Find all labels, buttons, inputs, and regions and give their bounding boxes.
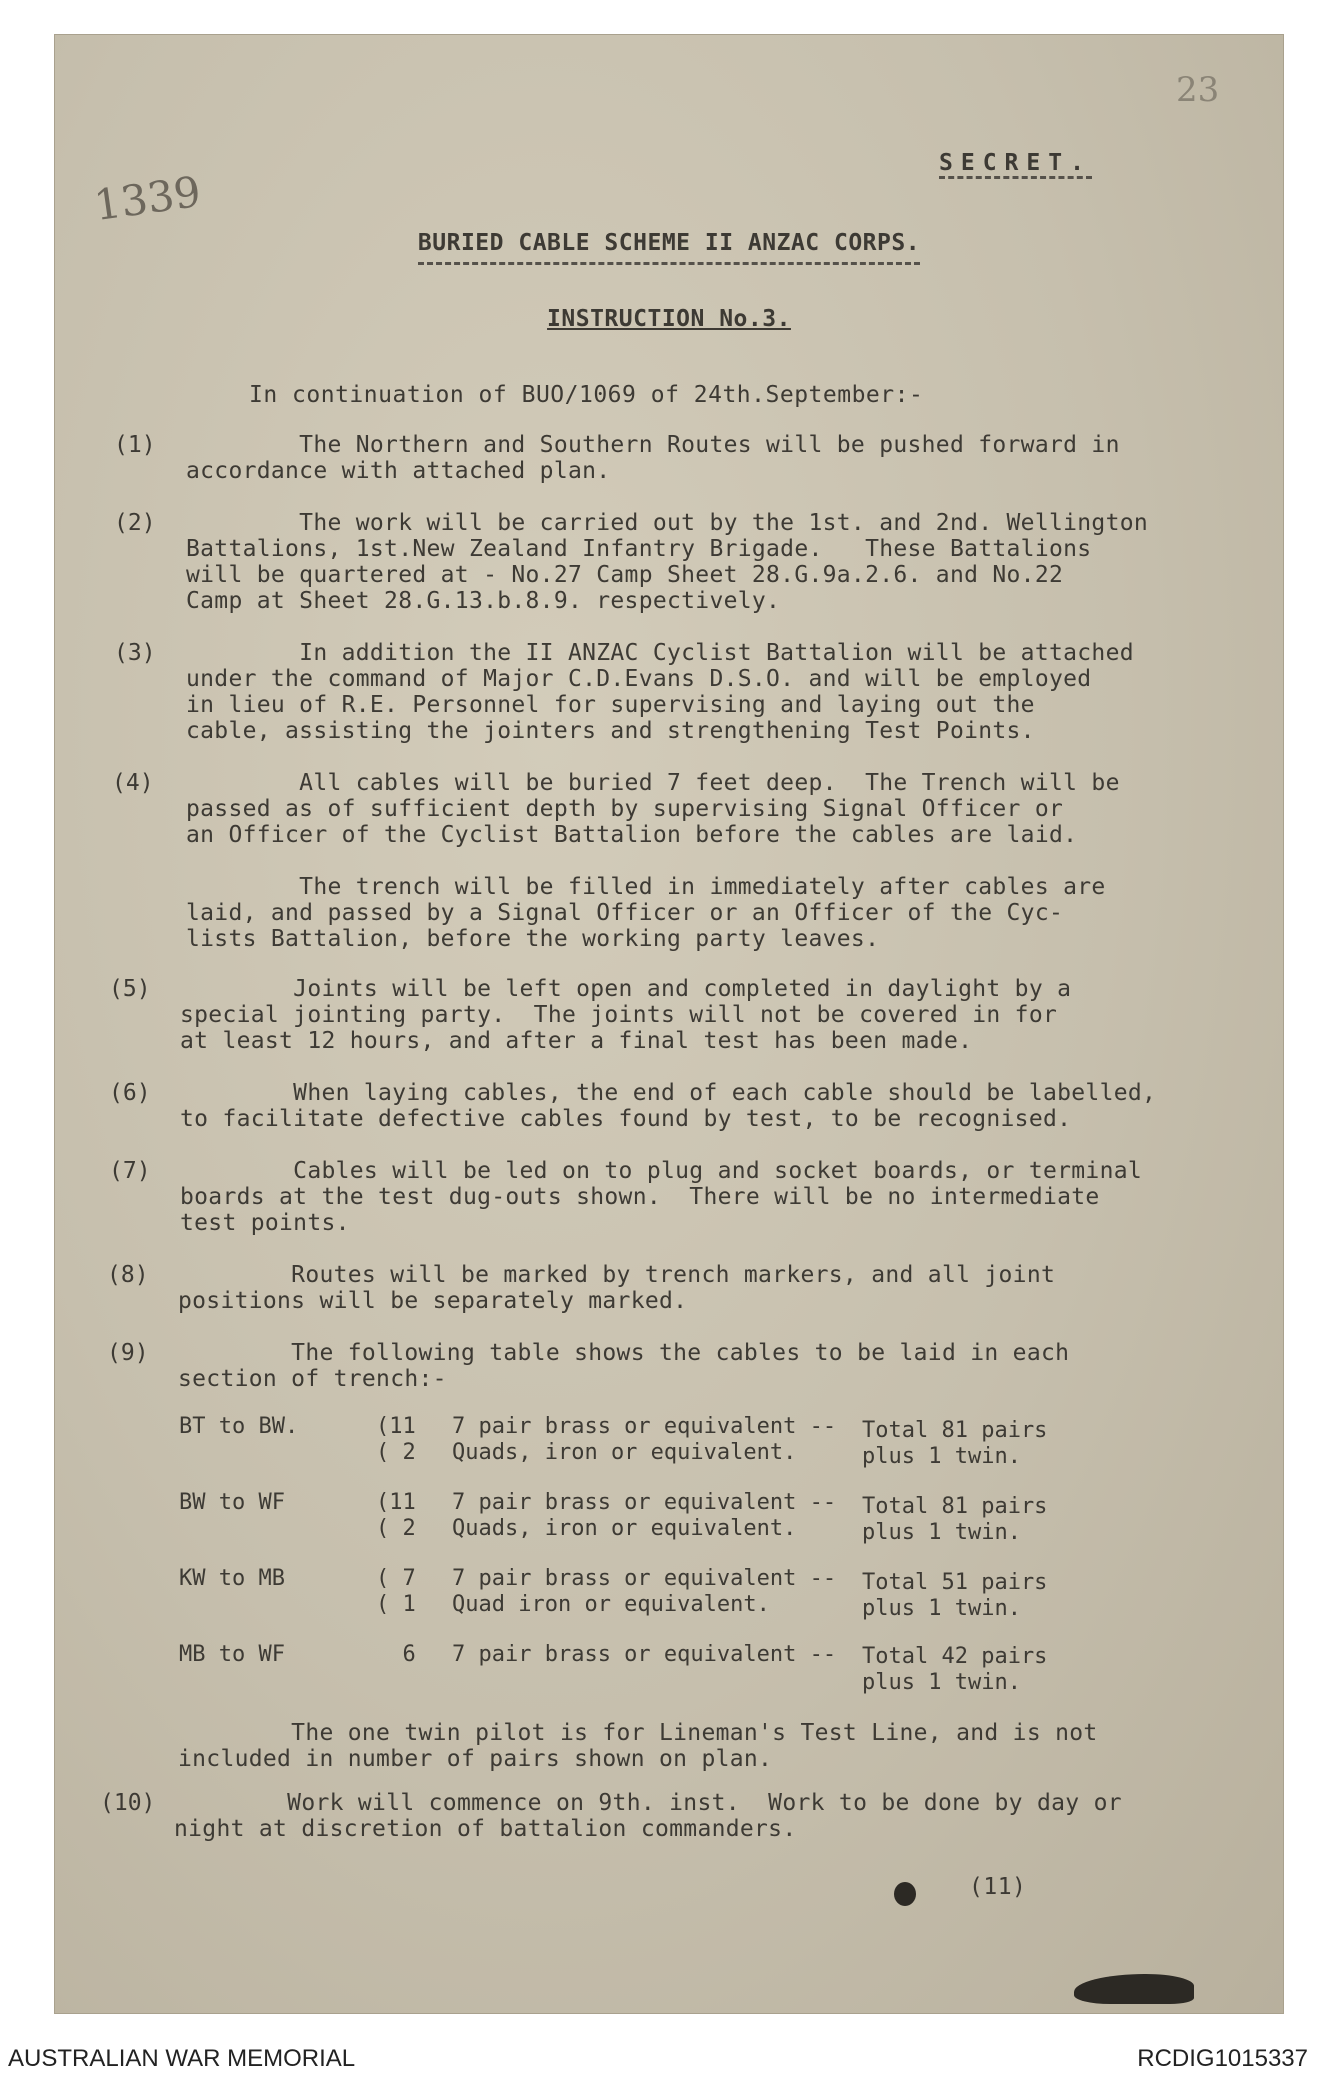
intro-text: In continuation of BUO/1069 of 24th.September:- bbox=[249, 382, 924, 408]
paragraph-text: Joints will be left open and completed in daylight by a special jointing party. The joints will not be covered in for at least 12 hours, and after a final test has been made. bbox=[180, 976, 1072, 1054]
ink-smudge bbox=[1074, 1974, 1194, 2004]
table-qty: 6 bbox=[376, 1642, 416, 1667]
table-section: MB to WF bbox=[179, 1642, 285, 1667]
para-number: (2) bbox=[114, 510, 156, 536]
paragraph-text: All cables will be buried 7 feet deep. The Trench will be passed as of sufficient depth by supervising Signal Officer or an Officer of the Cyclist Battalion before the cables are laid. bbox=[186, 770, 1120, 848]
para-number: (5) bbox=[109, 976, 151, 1002]
footer-reference: RCDIG1015337 bbox=[1137, 2045, 1308, 2072]
para-number: (6) bbox=[109, 1080, 151, 1106]
document-page bbox=[54, 34, 1284, 2014]
table-desc: 7 pair brass or equivalent -- bbox=[452, 1642, 837, 1667]
document-subtitle: INSTRUCTION No.3. bbox=[547, 306, 791, 332]
para-number: (8) bbox=[107, 1262, 149, 1288]
paragraph-text: Work will commence on 9th. inst. Work to be done by day or night at discretion of battalion commanders. bbox=[174, 1790, 1122, 1842]
document-title: BURIED CABLE SCHEME II ANZAC CORPS. bbox=[54, 230, 1284, 256]
table-qty: (11 ( 2 bbox=[376, 1414, 416, 1465]
para-number: (7) bbox=[109, 1158, 151, 1184]
page-number: 23 bbox=[1176, 70, 1220, 110]
table-desc: 7 pair brass or equivalent -- Quads, iron or equivalent. bbox=[452, 1490, 837, 1541]
paragraph-text: In addition the II ANZAC Cyclist Battalion will be attached under the command of Major C.D.Evans D.S.O. and will be employed in lieu of R.E. Personnel for supervising and laying out the cable, assisting the jointers and strengthening Test Points. bbox=[186, 640, 1134, 744]
paragraph-text: The trench will be filled in immediately after cables are laid, and passed by a Signal Officer or an Officer of the Cyc- lists Battalion, before the working party leaves. bbox=[186, 874, 1106, 952]
table-qty: (11 ( 2 bbox=[376, 1490, 416, 1541]
paragraph-text: The following table shows the cables to be laid in each section of trench:- bbox=[178, 1340, 1070, 1392]
paragraph-text: The work will be carried out by the 1st. and 2nd. Wellington Battalions, 1st.New Zealand Infantry Brigade. These Battalions will be quartered at - No.27 Camp Sheet 28.G.9a.2.6. and No.22 Camp at Sheet 28.G.13.b.8.9. respectively. bbox=[186, 510, 1149, 614]
para-number: (1) bbox=[114, 432, 156, 458]
archive-number: 1339 bbox=[91, 166, 204, 231]
paragraph-text: Routes will be marked by trench markers, and all joint positions will be separately marked. bbox=[178, 1262, 1056, 1314]
table-section: BT to BW. bbox=[179, 1414, 299, 1439]
para-number: (10) bbox=[100, 1790, 156, 1816]
table-note: The one twin pilot is for Lineman's Test Line, and is not included in number of pairs shown on plan. bbox=[178, 1720, 1098, 1772]
table-section: BW to WF bbox=[179, 1490, 285, 1515]
para-number: (4) bbox=[112, 770, 154, 796]
paragraph-text: The Northern and Southern Routes will be pushed forward in accordance with attached plan. bbox=[186, 432, 1120, 484]
table-total: Total 81 pairs plus 1 twin. bbox=[862, 1494, 1048, 1545]
table-qty: ( 7 ( 1 bbox=[376, 1566, 416, 1617]
table-section: KW to MB bbox=[179, 1566, 285, 1591]
para-number: (9) bbox=[107, 1340, 149, 1366]
table-total: Total 81 pairs plus 1 twin. bbox=[862, 1418, 1048, 1469]
paragraph-text: When laying cables, the end of each cable should be labelled, to facilitate defective cables found by test, to be recognised. bbox=[180, 1080, 1157, 1132]
table-desc: 7 pair brass or equivalent -- Quad iron or equivalent. bbox=[452, 1566, 837, 1617]
paragraph-text: Cables will be led on to plug and socket boards, or terminal boards at the test dug-outs shown. There will be no intermediate test points. bbox=[180, 1158, 1143, 1236]
footer-archive-name: AUSTRALIAN WAR MEMORIAL bbox=[8, 2045, 356, 2072]
classification: SECRET. bbox=[939, 150, 1092, 176]
table-desc: 7 pair brass or equivalent -- Quads, iron or equivalent. bbox=[452, 1414, 837, 1465]
continuation-marker: (11) bbox=[969, 1874, 1027, 1900]
table-total: Total 51 pairs plus 1 twin. bbox=[862, 1570, 1048, 1621]
para-number: (3) bbox=[114, 640, 156, 666]
ink-blot bbox=[894, 1882, 916, 1906]
table-total: Total 42 pairs plus 1 twin. bbox=[862, 1644, 1048, 1695]
